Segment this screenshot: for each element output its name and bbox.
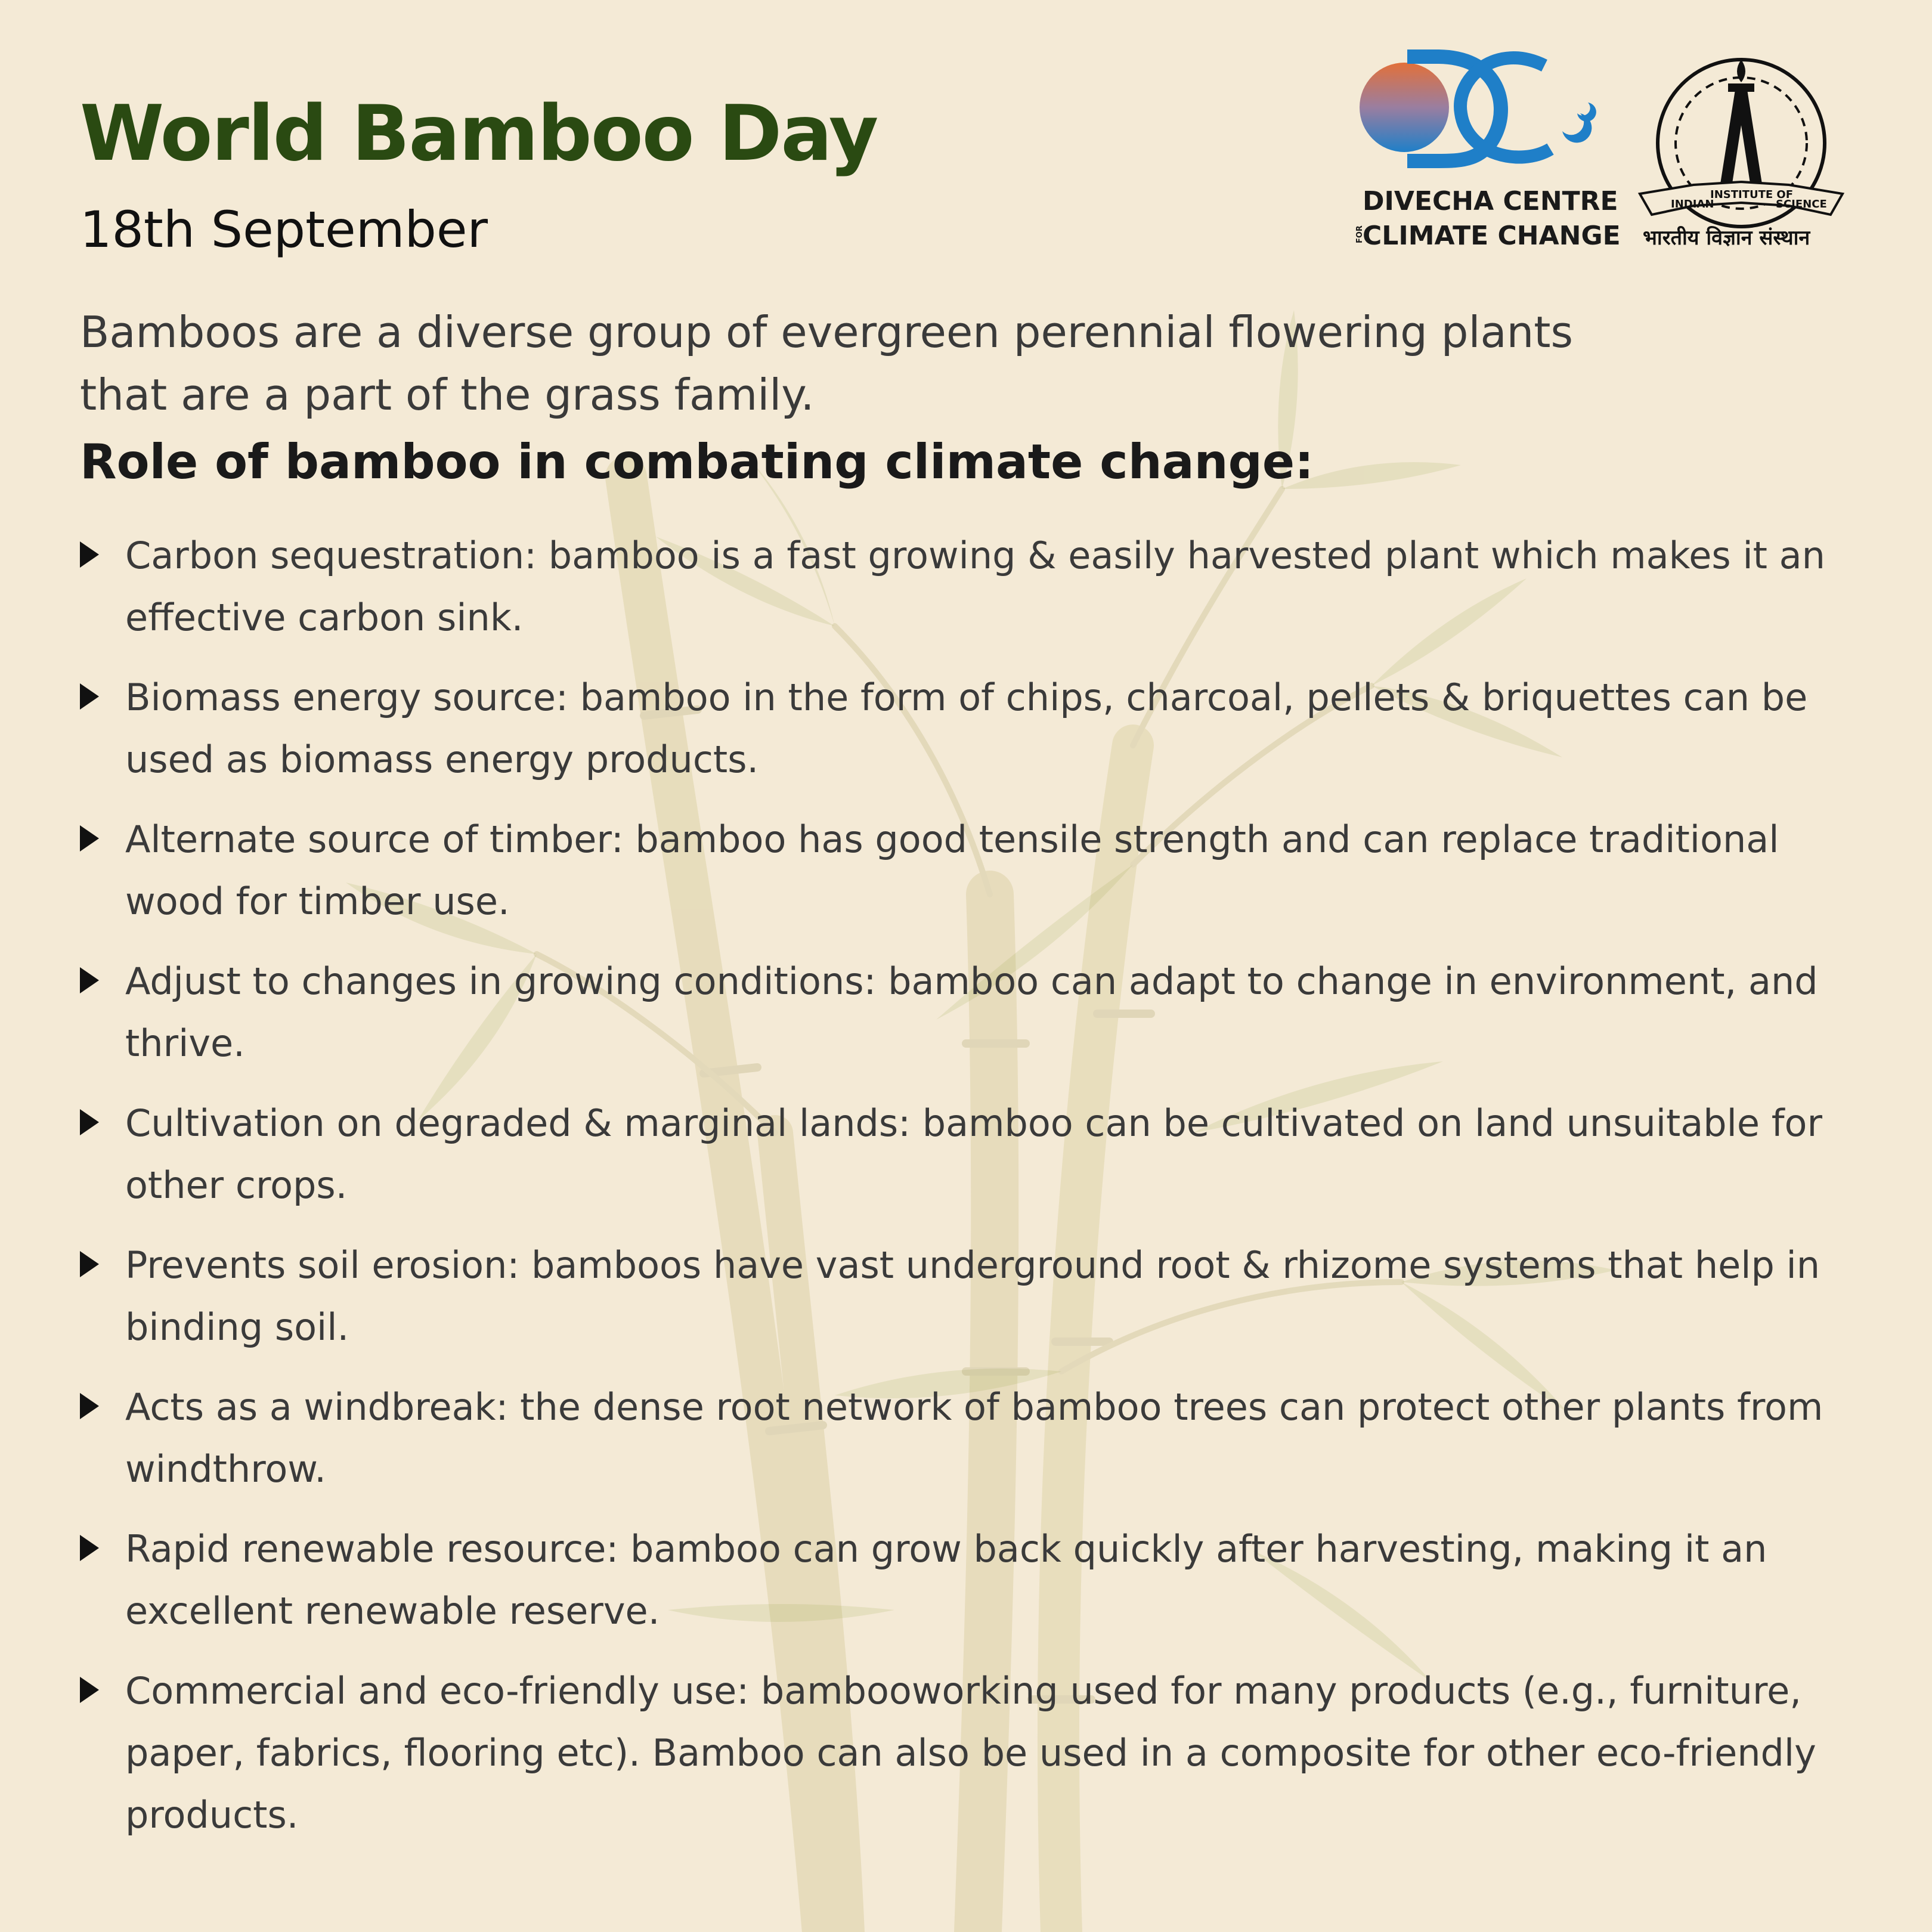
triangle-right-icon: [78, 539, 101, 570]
iisc-arc-mid: INSTITUTE OF: [1710, 188, 1794, 201]
triangle-right-icon: [78, 823, 101, 854]
list-item: [78, 1234, 1866, 1358]
list-item: [78, 1092, 1866, 1216]
role-heading: Role of bamboo in combating climate change:: [80, 434, 1314, 490]
list-item-text: Prevents soil erosion: bamboos have vast underground root & rhizome systems that help in binding soil.: [125, 1243, 1820, 1349]
intro-text: Bamboos are a diverse group of evergreen perennial flowering plants that are a part of the grass family.: [80, 307, 1573, 420]
list-item: [78, 1518, 1866, 1642]
divecha-for: FOR: [1355, 225, 1364, 243]
list-item-text: Rapid renewable resource: bamboo can grow back quickly after harvesting, making it an excellent renewable reserve.: [125, 1527, 1767, 1633]
triangle-right-icon: [78, 1532, 101, 1563]
page-title: World Bamboo Day: [80, 89, 878, 178]
divecha-line2: CLIMATE CHANGE: [1363, 221, 1621, 251]
list-item-text: Adjust to changes in growing conditions: bamboo can adapt to change in environment, and thrive.: [125, 959, 1818, 1065]
iisc-hindi-name: भारतीय विज्ञान संस्थान: [1643, 226, 1810, 250]
role-list: [78, 525, 1866, 1864]
triangle-right-icon: [78, 1391, 101, 1422]
list-item: [78, 1660, 1866, 1846]
logos: [1342, 42, 1866, 268]
divecha-centre-logo: [1355, 57, 1621, 251]
header: [80, 89, 877, 262]
list-item-text: Alternate source of timber: bamboo has good tensile strength and can replace traditional wood for timber use.: [125, 818, 1779, 923]
list-item: [78, 950, 1866, 1075]
triangle-right-icon: [78, 1674, 101, 1705]
triangle-right-icon: [78, 1107, 101, 1138]
triangle-right-icon: [78, 1249, 101, 1280]
list-item: [78, 525, 1866, 649]
list-item-text: Cultivation on degraded & marginal lands: bamboo can be cultivated on land unsuitable for other crops.: [125, 1101, 1822, 1207]
divecha-line1: DIVECHA CENTRE: [1363, 186, 1618, 216]
iisc-arc-left: INDIAN: [1671, 198, 1714, 210]
triangle-right-icon: [78, 965, 101, 996]
event-date: 18th September: [80, 200, 488, 259]
list-item: [78, 1376, 1866, 1500]
triangle-right-icon: [78, 681, 101, 712]
list-item-text: Commercial and eco-friendly use: bambooworking used for many products (e.g., furniture, paper, fabrics, flooring etc). Bamboo can also be used in a composite for other eco-friendly products.: [125, 1669, 1816, 1837]
list-item: [78, 809, 1866, 933]
iisc-emblem: [1640, 60, 1843, 250]
list-item-text: Carbon sequestration: bamboo is a fast growing & easily harvested plant which makes it an effective carbon sink.: [125, 534, 1825, 639]
iisc-arc-right: SCIENCE: [1776, 198, 1827, 210]
list-item-text: Biomass energy source: bamboo in the form of chips, charcoal, pellets & briquettes can be used as biomass energy products.: [125, 676, 1808, 781]
list-item: [78, 667, 1866, 791]
list-item-text: Acts as a windbreak: the dense root network of bamboo trees can protect other plants from windthrow.: [125, 1385, 1823, 1491]
